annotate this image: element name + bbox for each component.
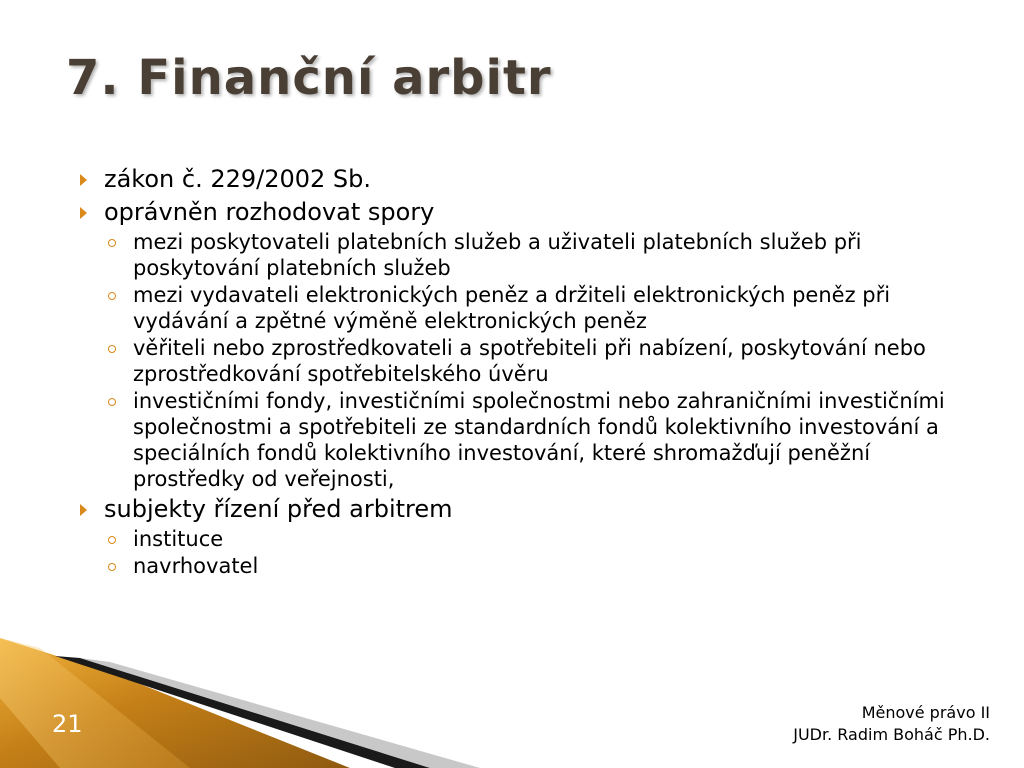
sub-bullet-item — [76, 335, 976, 387]
circle-bullet-icon — [108, 292, 116, 300]
bullet-text: zákon č. 229/2002 Sb. — [104, 165, 372, 193]
sub-bullet-item — [76, 553, 976, 579]
sub-bullet-text: mezi vydavateli elektronických peněz a držiteli elektronických peněz při vydávání a zpětné výměně elektronických peněz — [133, 283, 891, 333]
sub-bullet-item — [76, 229, 976, 281]
bullet-text: subjekty řízení před arbitrem — [104, 495, 453, 523]
triangle-bullet-icon — [80, 174, 87, 186]
triangle-bullet-icon — [80, 207, 87, 219]
circle-bullet-icon — [108, 239, 116, 247]
sub-bullet-item — [76, 526, 976, 552]
triangle-bullet-icon — [80, 504, 87, 516]
slide-footer — [793, 702, 990, 746]
circle-bullet-icon — [108, 563, 116, 571]
sub-bullet-text: investičními fondy, investičními společnostmi nebo zahraničními investičními společnostmi a spotřebiteli ze standardních fondů kolektivního investování a speciálních fondů kolektivního investování, které shromažďují peněžní prostředky od veřejnosti, — [133, 389, 945, 491]
footer-author: JUDr. Radim Boháč Ph.D. — [793, 725, 990, 744]
sub-bullet-item — [76, 388, 976, 492]
slide-title: 7. Finanční arbitr — [66, 50, 552, 106]
sub-bullet-item — [76, 282, 976, 334]
circle-bullet-icon — [108, 398, 116, 406]
circle-bullet-icon — [108, 345, 116, 353]
sub-bullet-text: věřiteli nebo zprostředkovateli a spotřebiteli při nabízení, poskytování nebo zprostředkování spotřebitelského úvěru — [133, 336, 926, 386]
sub-bullet-text: instituce — [133, 527, 224, 551]
bullet-item — [76, 196, 976, 229]
slide-number: 21 — [52, 710, 83, 738]
bullet-item — [76, 493, 976, 526]
sub-bullet-text: navrhovatel — [133, 554, 259, 578]
slide-content — [76, 163, 976, 580]
footer-course-name: Měnové právo II — [861, 703, 990, 722]
bullet-text: oprávněn rozhodovat spory — [104, 198, 435, 226]
bullet-item — [76, 163, 976, 196]
sub-bullet-text: mezi poskytovateli platebních služeb a uživateli platebních služeb při poskytování platebních služeb — [133, 230, 862, 280]
circle-bullet-icon — [108, 536, 116, 544]
